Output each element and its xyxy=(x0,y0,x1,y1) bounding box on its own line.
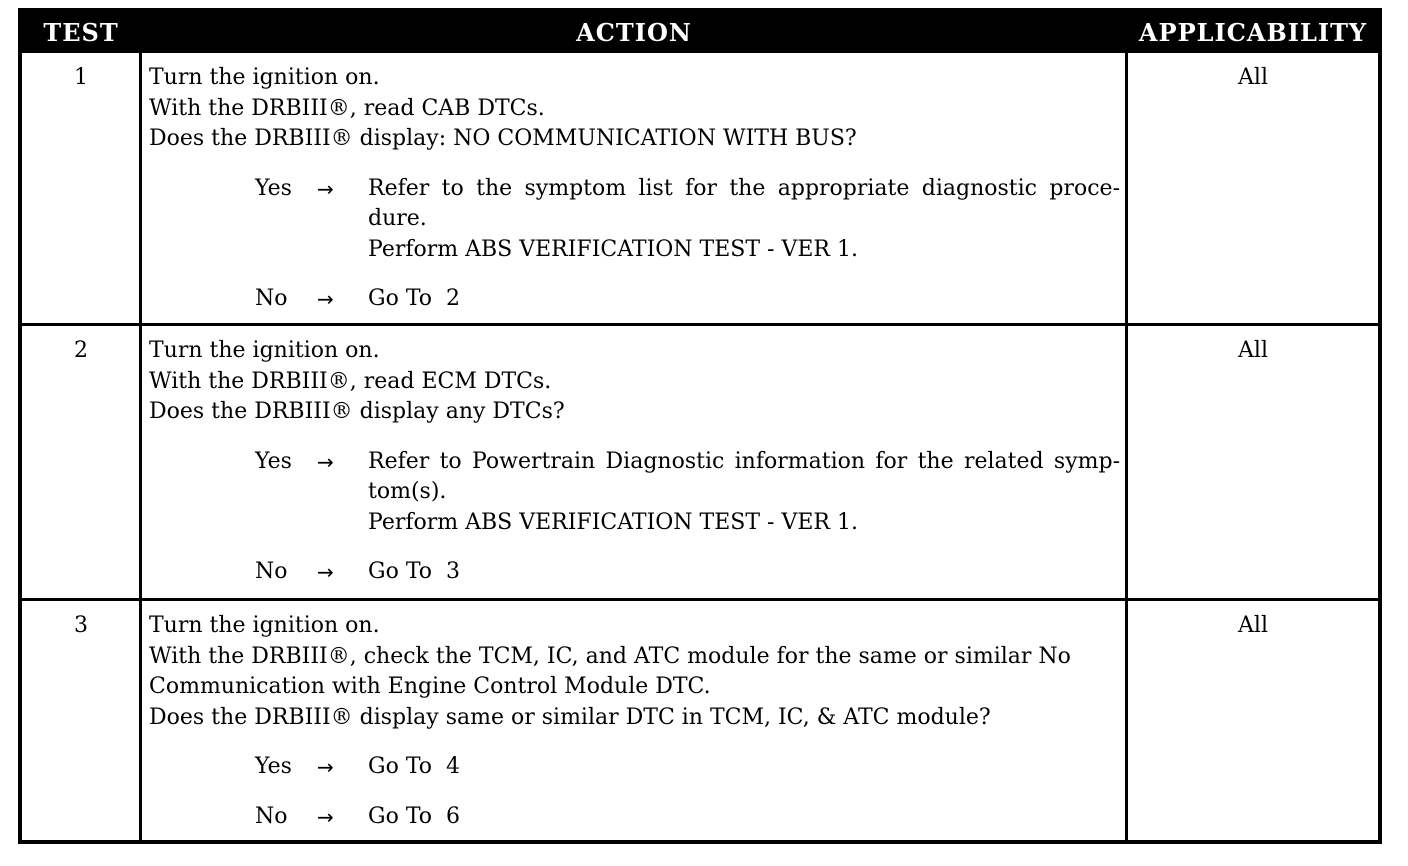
test-number: 1 xyxy=(74,65,88,90)
action-line: Turn the ignition on. xyxy=(149,613,380,638)
yes-text-line: Perform ABS VERIFICATION TEST - VER 1. xyxy=(368,236,858,262)
action-line: With the DRBIII®, check the TCM, IC, and ATC module for the same or similar No xyxy=(149,643,1071,669)
no-text xyxy=(368,802,1120,833)
yes-response xyxy=(149,174,1124,266)
action-cell xyxy=(149,611,1124,832)
yes-response xyxy=(149,752,1124,783)
no-response xyxy=(149,557,1124,588)
arrow-icon: → xyxy=(317,176,334,201)
yes-text-line: dure. xyxy=(368,206,427,231)
yes-text xyxy=(368,447,1120,539)
yes-label: Yes xyxy=(255,175,292,201)
goto-text: Go To xyxy=(368,559,433,584)
no-response xyxy=(149,284,1124,315)
yes-text xyxy=(368,174,1120,266)
no-response xyxy=(149,802,1124,833)
goto-text: Go To xyxy=(368,803,433,829)
yes-text xyxy=(368,752,1120,783)
arrow-icon: → xyxy=(317,560,334,584)
no-label: No xyxy=(255,559,288,584)
action-line: Turn the ignition on. xyxy=(149,65,380,90)
arrow-icon: → xyxy=(317,287,334,311)
test-number: 2 xyxy=(74,338,88,363)
action-line: Does the DRBIII® display any DTCs? xyxy=(149,399,565,424)
applicability-value: All xyxy=(1238,613,1268,638)
yes-text-line: Refer to the symptom list for the appropriate diagnostic proce- xyxy=(368,175,1120,201)
applicability-value: All xyxy=(1238,65,1268,90)
no-text xyxy=(368,284,1120,315)
action-line: Communication with Engine Control Module DTC. xyxy=(149,674,711,699)
test-number: 3 xyxy=(74,613,88,638)
action-line: Turn the ignition on. xyxy=(149,338,380,363)
goto-number: 4 xyxy=(446,754,461,779)
header-applicability: APPLICABILITY xyxy=(1138,18,1368,47)
no-label: No xyxy=(255,286,288,311)
header-test: TEST xyxy=(43,18,119,47)
goto-number: 2 xyxy=(446,286,461,311)
table-row xyxy=(22,53,1378,325)
arrow-icon: → xyxy=(317,804,334,829)
action-line: With the DRBIII®, read CAB DTCs. xyxy=(149,95,545,121)
goto-number: 6 xyxy=(446,803,461,829)
table-row xyxy=(22,326,1378,598)
no-text xyxy=(368,557,1120,588)
no-label: No xyxy=(255,803,288,829)
arrow-icon: → xyxy=(317,755,334,779)
yes-label: Yes xyxy=(255,448,292,474)
goto-text: Go To xyxy=(368,754,433,779)
goto-text: Go To xyxy=(368,286,433,311)
applicability-value: All xyxy=(1238,338,1268,363)
diagnostic-table xyxy=(18,8,1382,844)
header-action: ACTION xyxy=(576,18,692,47)
yes-text-line: Perform ABS VERIFICATION TEST - VER 1. xyxy=(368,509,858,535)
action-cell xyxy=(149,336,1124,588)
table-row xyxy=(22,601,1378,840)
action-line: With the DRBIII®, read ECM DTCs. xyxy=(149,368,552,394)
yes-label: Yes xyxy=(255,754,292,779)
table-header xyxy=(22,12,1378,53)
action-cell xyxy=(149,63,1124,315)
action-line: Does the DRBIII® display same or similar DTC in TCM, IC, & ATC module? xyxy=(149,704,991,730)
goto-number: 3 xyxy=(446,559,461,584)
arrow-icon: → xyxy=(317,449,334,474)
yes-text-line: Refer to Powertrain Diagnostic information for the related symp- xyxy=(368,448,1120,474)
yes-text-line: tom(s). xyxy=(368,479,447,504)
yes-response xyxy=(149,447,1124,539)
action-line: Does the DRBIII® display: NO COMMUNICATION WITH BUS? xyxy=(149,126,857,151)
